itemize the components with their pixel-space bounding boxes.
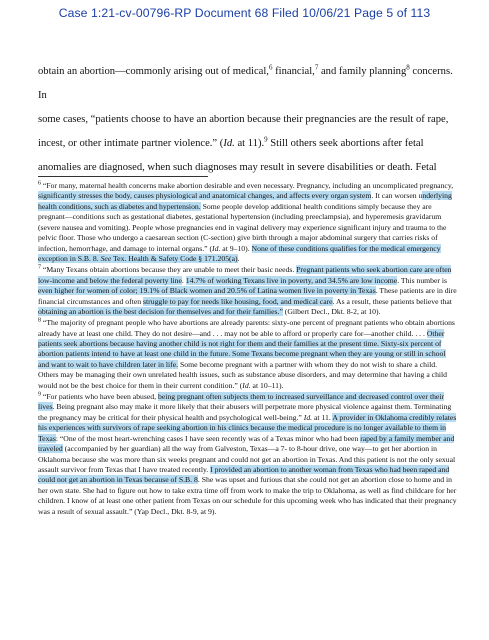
footnote-text: at 10–11). [250,380,284,390]
footnote-text: “For patients who have been abused, [41,391,158,401]
footnote-text: “Many Texans obtain abortions because they are unable to meet their basic needs. [41,265,297,275]
body-text-segment: some cases, “patients choose to have an abortion because their pregnancies are the result of rape, [38,114,449,125]
footnote-number: 6 [38,180,41,187]
footnote-ref-8[interactable]: 8 [406,63,410,72]
body-line [38,132,458,156]
footnotes-section [38,181,458,518]
footnote-text: at 11. [312,412,333,422]
citation-id: Id. [212,243,221,253]
footnote-text: Some people develop additional health conditions simply because they are pregnant—conditions such as gestational diabetes, gestational hypertension (including preeclampsia), and hyperemesis gravidarum (severe nausea and vomiting). People whose pregnancies end in vaginal delivery may experience significant injury and trauma to the pelvic floor. Those who undergo a caesarean section (C-section) give birth through a major abdominal surgery that carries risks of infection, hemorrhage, and damage to internal organs.” ( [38,201,447,253]
body-text-segment: at 11). [234,138,265,149]
footnote-text: . These patients are in dire financial circumstances and often [38,286,457,306]
footnote-text: . It can worsen u [371,191,423,201]
footnote-ref-9[interactable]: 9 [264,135,268,144]
footnote-9 [38,392,458,517]
body-line [38,60,458,108]
highlighted-text: raped by a family member and traveled [38,433,455,454]
footnote-text: . Being pregnant also may make it more likely that their abusers will perpetrate more physical violence against them. Terminating the pregnancy may be critical for their physical health and psychological well-being.” [38,402,452,422]
highlighted-text: Tex. Health & Safety Code § 171.205(a) [111,254,238,264]
highlighted-text: 14.7% of working Texans live in poverty, and 34.5% are low income [185,275,398,285]
footnote-text: . This number is [397,275,448,285]
highlighted-text: significantly stresses the body, causes physiological and anatomical changes, and affects every organ system [38,191,372,201]
body-line [38,108,458,132]
highlighted-text: Pregnant patients who seek abortion care are often low-income and below the federal poverty line [38,265,452,285]
citation-id: Id. [303,412,313,422]
footnote-text: (accompanied by her guardian) all the way from Galveston, Texas—a 7- to 8-hour drive, one way—to get her abortion in Oklahoma because she was more than six weeks pregnant and could not get an abortion in Texas. And this patient is not the only sexual assault survivor from Texas that I have treated recently. [38,444,456,475]
footnote-text: . She was upset and furious that she could not get an abortion close to home and in her own state. She had to figure out how to take extra time off from work to make the trip to Oklahoma, as well as find childcare for her children. I know of at least one other patient from Texas on our schedule for this upcoming week who has indicated that their pregnancy was a result of sexual assault.” (Yap Decl., Dkt. 8-9, at 9). [38,475,457,516]
case-header: Case 1:21-cv-00796-RP Document 68 Filed 10/06/21 Page 5 of 113 [58,6,431,20]
main-body-text [38,60,458,180]
highlighted-text: A provider in Oklahoma credibly relates his experiences with survivors of rape seeking abortion in his clinics because the medical procedure is no longer available to them in Texas [38,412,457,443]
body-text-segment: incest, or other intimate partner violence.” ( [38,138,224,149]
body-text-segment: Still others seek abortions after fetal [267,138,424,149]
footnote-7 [38,265,458,317]
footnote-text: . [181,275,186,285]
highlighted-text: None of these conditions qualifies for the medical emergency exception in S.B. 8. [38,243,441,264]
footnote-text: at 9–10). [220,243,252,253]
body-text-segment: anomalies are diagnosed, when such diagnoses may result in severe disabilities or death. Fetal [38,162,437,173]
highlighted-text: being pregnant often subjects them to increased surveillance and decreased control over their lives [38,391,445,412]
footnote-text: (Gilbert Decl., Dkt. 8-2, at 10). [282,307,381,317]
body-text-segment: financial, [272,66,315,77]
body-text-segment: concerns. In [38,66,453,101]
citation-id: Id. [223,138,235,149]
footnote-number: 9 [38,391,41,398]
footnote-text: “The majority of pregnant people who have abortions are already parents: sixty-one percent of pregnant patients who obtain abortions already have at least one child. They do not desire—and . . . may not be able to afford or properly care for—another child. . . . [38,318,455,338]
highlighted-text: Other patients seek abortions because having another child is not right for them and their families at the present time. Sixty-six percent of abortion patients intend to have at least one child in the future. Some Texans become pregnant when they are young or still in school and want to wait to have children later in life. [38,328,446,369]
citation-id: Id. [242,380,251,390]
highlighted-text: I provided an abortion to another woman from Texas who had been raped and could not get an abortion in Texas because of S.B. 8 [38,465,450,485]
footnote-6 [38,181,458,265]
footnote-text: : “One of the most heart-wrenching cases I have seen recently was of a Texas minor who had been [55,433,361,443]
body-text-segment: obtain an abortion—commonly arising out of medical, [38,66,269,77]
footnote-text: . As a result, these patients believe that [332,296,452,306]
highlighted-text: struggle to pay for needs like housing, food, and medical care [143,296,333,306]
highlighted-citation-signal: See [98,254,112,264]
footnote-divider [38,176,208,177]
body-text-segment: and family planning [318,66,407,77]
footnote-text: . [237,254,240,264]
footnote-text: “For many, maternal health concerns make abortion desirable and even necessary. Pregnancy, including an uncomplicated pregnancy, [41,181,454,190]
footnote-number: 8 [38,317,41,324]
footnote-number: 7 [38,264,41,271]
footnote-ref-6[interactable]: 6 [268,63,273,72]
highlighted-text: nderlying health conditions, such as diabetes and hypertension. [38,191,452,211]
footnote-8 [38,318,458,391]
footnote-ref-7[interactable]: 7 [314,63,319,72]
highlighted-text: obtaining an abortion is the best decision for themselves and for their families.” [38,307,283,317]
footnote-text: Some become pregnant with a partner with whom they do not wish to share a child. Others may be managing their own unrelated health issues, such as substance abuse disorders, and may determine that having a child would not be the best choice for them in their current condition.” ( [38,359,448,390]
highlighted-text: even higher for women of color; 19.1% of Black women and 20.5% of Latina women live in poverty in Texas [38,286,376,296]
